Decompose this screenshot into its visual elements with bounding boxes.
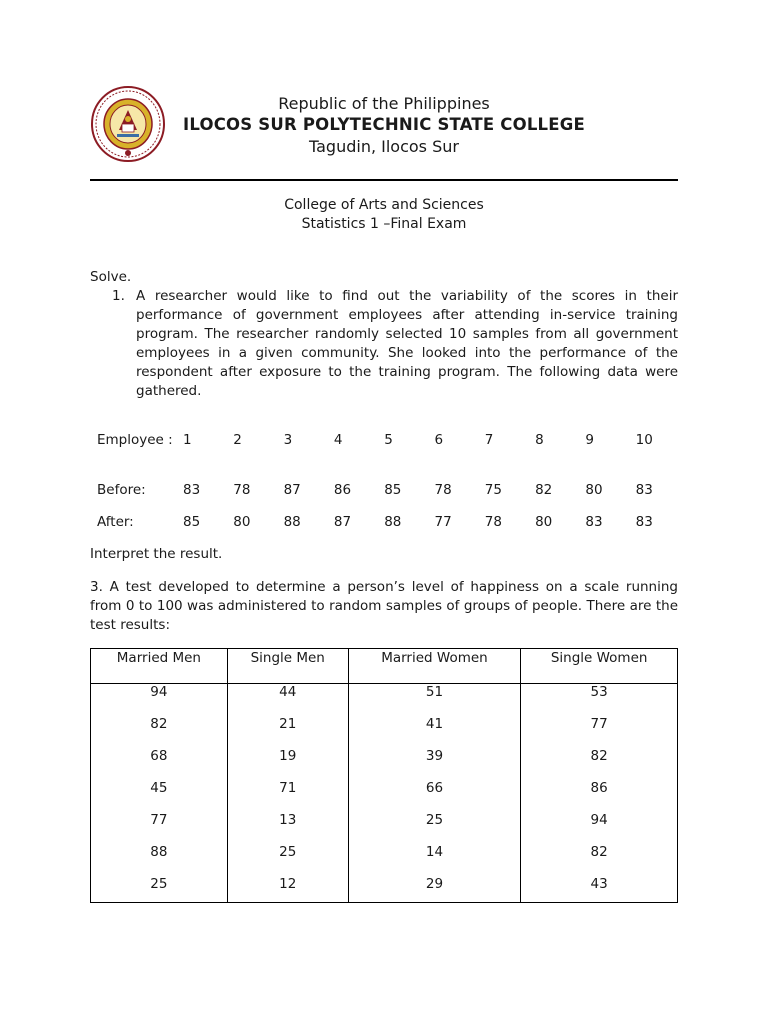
before-score: 83 <box>183 482 201 498</box>
table-cell: 19 <box>227 748 348 780</box>
subheader-college: College of Arts and Sciences <box>284 197 484 213</box>
before-score: 86 <box>333 482 352 498</box>
table-cell: 14 <box>348 844 521 876</box>
table-cell: 88 <box>91 844 228 876</box>
before-label: Before: <box>97 482 146 498</box>
header-divider <box>90 179 678 181</box>
table-cell: 13 <box>227 812 348 844</box>
before-score: 78 <box>434 482 452 498</box>
employee-number: 2 <box>233 432 242 448</box>
employee-number: 3 <box>283 432 293 448</box>
after-score: 83 <box>585 514 603 530</box>
after-score: 83 <box>635 514 653 530</box>
before-score: 87 <box>283 482 301 498</box>
table-row <box>91 716 678 748</box>
table-cell: 86 <box>521 780 678 812</box>
after-scores-row <box>90 514 686 544</box>
table-cell: 77 <box>91 812 228 844</box>
table-cell: 39 <box>348 748 521 780</box>
after-score: 77 <box>434 514 452 530</box>
interpret-instruction: Interpret the result. <box>90 546 223 562</box>
before-score: 80 <box>585 482 603 498</box>
question-3-text: 3. A test developed to determine a person’s level of happiness on a scale running from 0 to 100 was administered to random samples of groups of people. There are the test results: <box>90 579 678 633</box>
table-cell: 94 <box>521 812 678 844</box>
table-cell: 29 <box>348 876 521 903</box>
column-header-married-women: Married Women <box>348 649 521 684</box>
table-cell: 51 <box>348 684 521 717</box>
before-score: 83 <box>635 482 653 498</box>
table-cell: 43 <box>521 876 678 903</box>
table-cell: 25 <box>348 812 521 844</box>
column-header-married-men: Married Men <box>91 649 228 684</box>
table-cell: 12 <box>227 876 348 903</box>
table-cell: 44 <box>227 684 348 717</box>
happiness-scores-table <box>90 648 678 903</box>
employee-number-row <box>90 432 686 482</box>
table-cell: 82 <box>521 844 678 876</box>
table-row <box>91 684 678 717</box>
after-score: 85 <box>183 514 201 530</box>
subheader-exam-title: Statistics 1 –Final Exam <box>301 216 467 232</box>
table-row <box>91 780 678 812</box>
question-1-text: A researcher would like to find out the variability of the scores in their performance of government employees after attending in-service training program. The researcher randomly selected 10 samples from all government employees in a given community. She looked into the performance of the respondent after exposure to the training program. The following data were gathered. <box>136 288 678 399</box>
after-label: After: <box>97 514 134 530</box>
after-score: 88 <box>283 514 301 530</box>
question-1 <box>90 287 678 401</box>
employee-number: 8 <box>535 432 544 448</box>
table-cell: 94 <box>91 684 228 717</box>
employee-label: Employee : <box>97 432 173 448</box>
instruction-text: Solve. <box>90 269 132 285</box>
employee-number: 4 <box>333 432 343 448</box>
header-location: Tagudin, Ilocos Sur <box>309 137 459 156</box>
employee-number: 7 <box>484 432 494 448</box>
header-republic: Republic of the Philippines <box>278 94 490 113</box>
table-cell: 25 <box>91 876 228 903</box>
after-score: 78 <box>484 514 502 530</box>
employee-number: 5 <box>384 432 393 448</box>
happiness-header-row <box>91 649 678 684</box>
table-row <box>91 844 678 876</box>
after-score: 80 <box>535 514 553 530</box>
after-score: 80 <box>233 514 251 530</box>
before-scores-row <box>90 482 686 514</box>
table-cell: 45 <box>91 780 228 812</box>
table-cell: 71 <box>227 780 348 812</box>
table-cell: 77 <box>521 716 678 748</box>
question-1-number: 1. <box>112 288 125 304</box>
table-cell: 82 <box>91 716 228 748</box>
column-header-single-men: Single Men <box>227 649 348 684</box>
column-header-single-women: Single Women <box>521 649 678 684</box>
employee-number: 1 <box>183 432 192 448</box>
table-row <box>91 748 678 780</box>
table-cell: 82 <box>521 748 678 780</box>
after-score: 88 <box>384 514 402 530</box>
employee-number: 10 <box>635 432 653 448</box>
table-cell: 25 <box>227 844 348 876</box>
before-score: 75 <box>484 482 502 498</box>
table-cell: 21 <box>227 716 348 748</box>
employee-number: 9 <box>585 432 594 448</box>
before-score: 85 <box>384 482 402 498</box>
table-cell: 68 <box>91 748 228 780</box>
header-college-name: ILOCOS SUR POLYTECHNIC STATE COLLEGE <box>183 115 585 134</box>
before-score: 82 <box>535 482 553 498</box>
table-cell: 53 <box>521 684 678 717</box>
table-row <box>91 812 678 844</box>
table-cell: 66 <box>348 780 521 812</box>
after-score: 87 <box>333 514 352 530</box>
table-row <box>91 876 678 903</box>
employee-number: 6 <box>434 432 444 448</box>
employee-scores-table <box>90 432 686 544</box>
before-score: 78 <box>233 482 251 498</box>
table-cell: 41 <box>348 716 521 748</box>
